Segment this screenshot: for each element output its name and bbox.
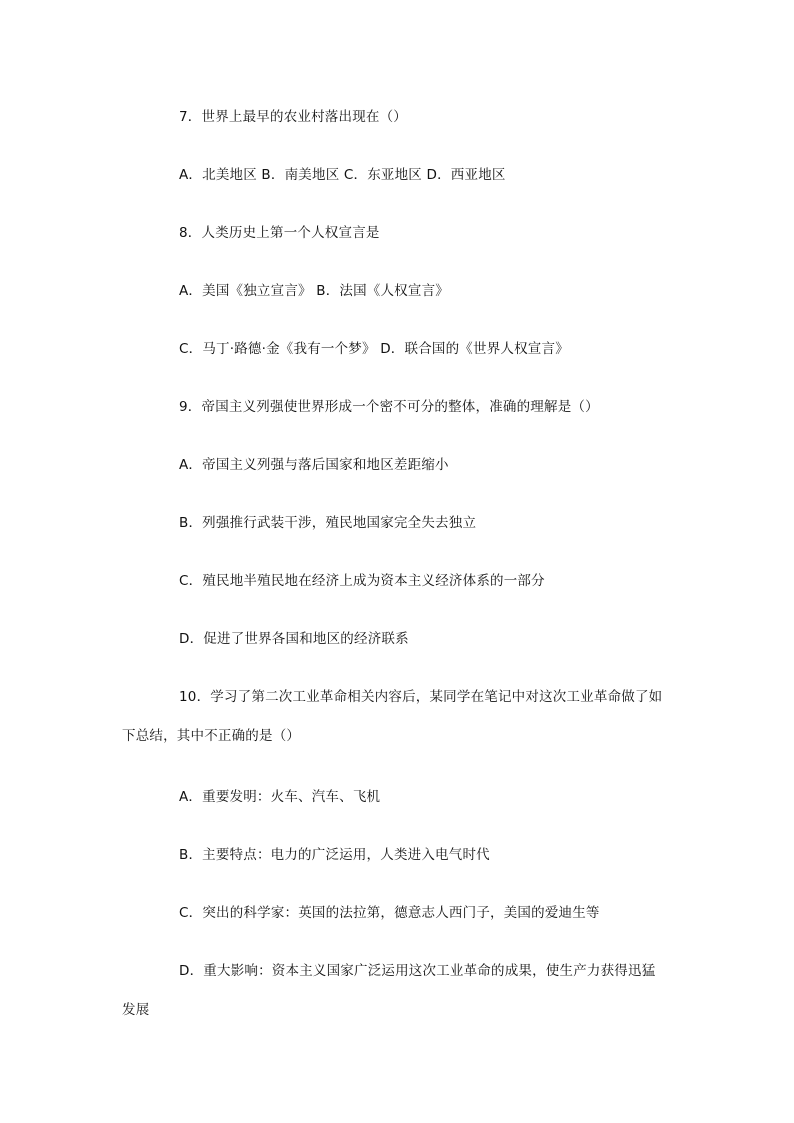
question-10-option-a: A．重要发明：火车、汽车、飞机 bbox=[179, 789, 381, 805]
question-8-stem: 8．人类历史上第一个人权宣言是 bbox=[179, 225, 380, 241]
question-8-options-cd: C．马丁·路德·金《我有一个梦》 D．联合国的《世界人权宣言》 bbox=[179, 341, 569, 357]
question-8-options-ab: A．美国《独立宣言》 B．法国《人权宣言》 bbox=[179, 283, 449, 299]
question-7-options: A．北美地区 B．南美地区 C．东亚地区 D．西亚地区 bbox=[179, 167, 506, 183]
question-7-stem: 7．世界上最早的农业村落出现在（） bbox=[179, 109, 407, 125]
question-10-stem-line2: 下总结，其中不正确的是（） bbox=[122, 728, 301, 744]
question-9-option-c: C．殖民地半殖民地在经济上成为资本主义经济体系的一部分 bbox=[179, 573, 545, 589]
question-10-stem-line1: 10．学习了第二次工业革命相关内容后，某同学在笔记中对这次工业革命做了如 bbox=[179, 689, 663, 705]
question-9-option-b: B．列强推行武装干涉，殖民地国家完全失去独立 bbox=[179, 515, 477, 531]
question-9-option-a: A．帝国主义列强与落后国家和地区差距缩小 bbox=[179, 457, 449, 473]
question-10-option-d-line2: 发展 bbox=[122, 1002, 150, 1018]
question-10-option-b: B．主要特点：电力的广泛运用，人类进入电气时代 bbox=[179, 847, 490, 863]
question-10-option-c: C．突出的科学家：英国的法拉第，德意志人西门子，美国的爱迪生等 bbox=[179, 905, 600, 921]
question-10-option-d-line1: D．重大影响：资本主义国家广泛运用这次工业革命的成果，使生产力获得迅猛 bbox=[179, 963, 656, 979]
question-9-option-d: D．促进了世界各国和地区的经济联系 bbox=[179, 631, 409, 647]
question-9-stem: 9．帝国主义列强使世界形成一个密不可分的整体，准确的理解是（） bbox=[179, 399, 599, 415]
